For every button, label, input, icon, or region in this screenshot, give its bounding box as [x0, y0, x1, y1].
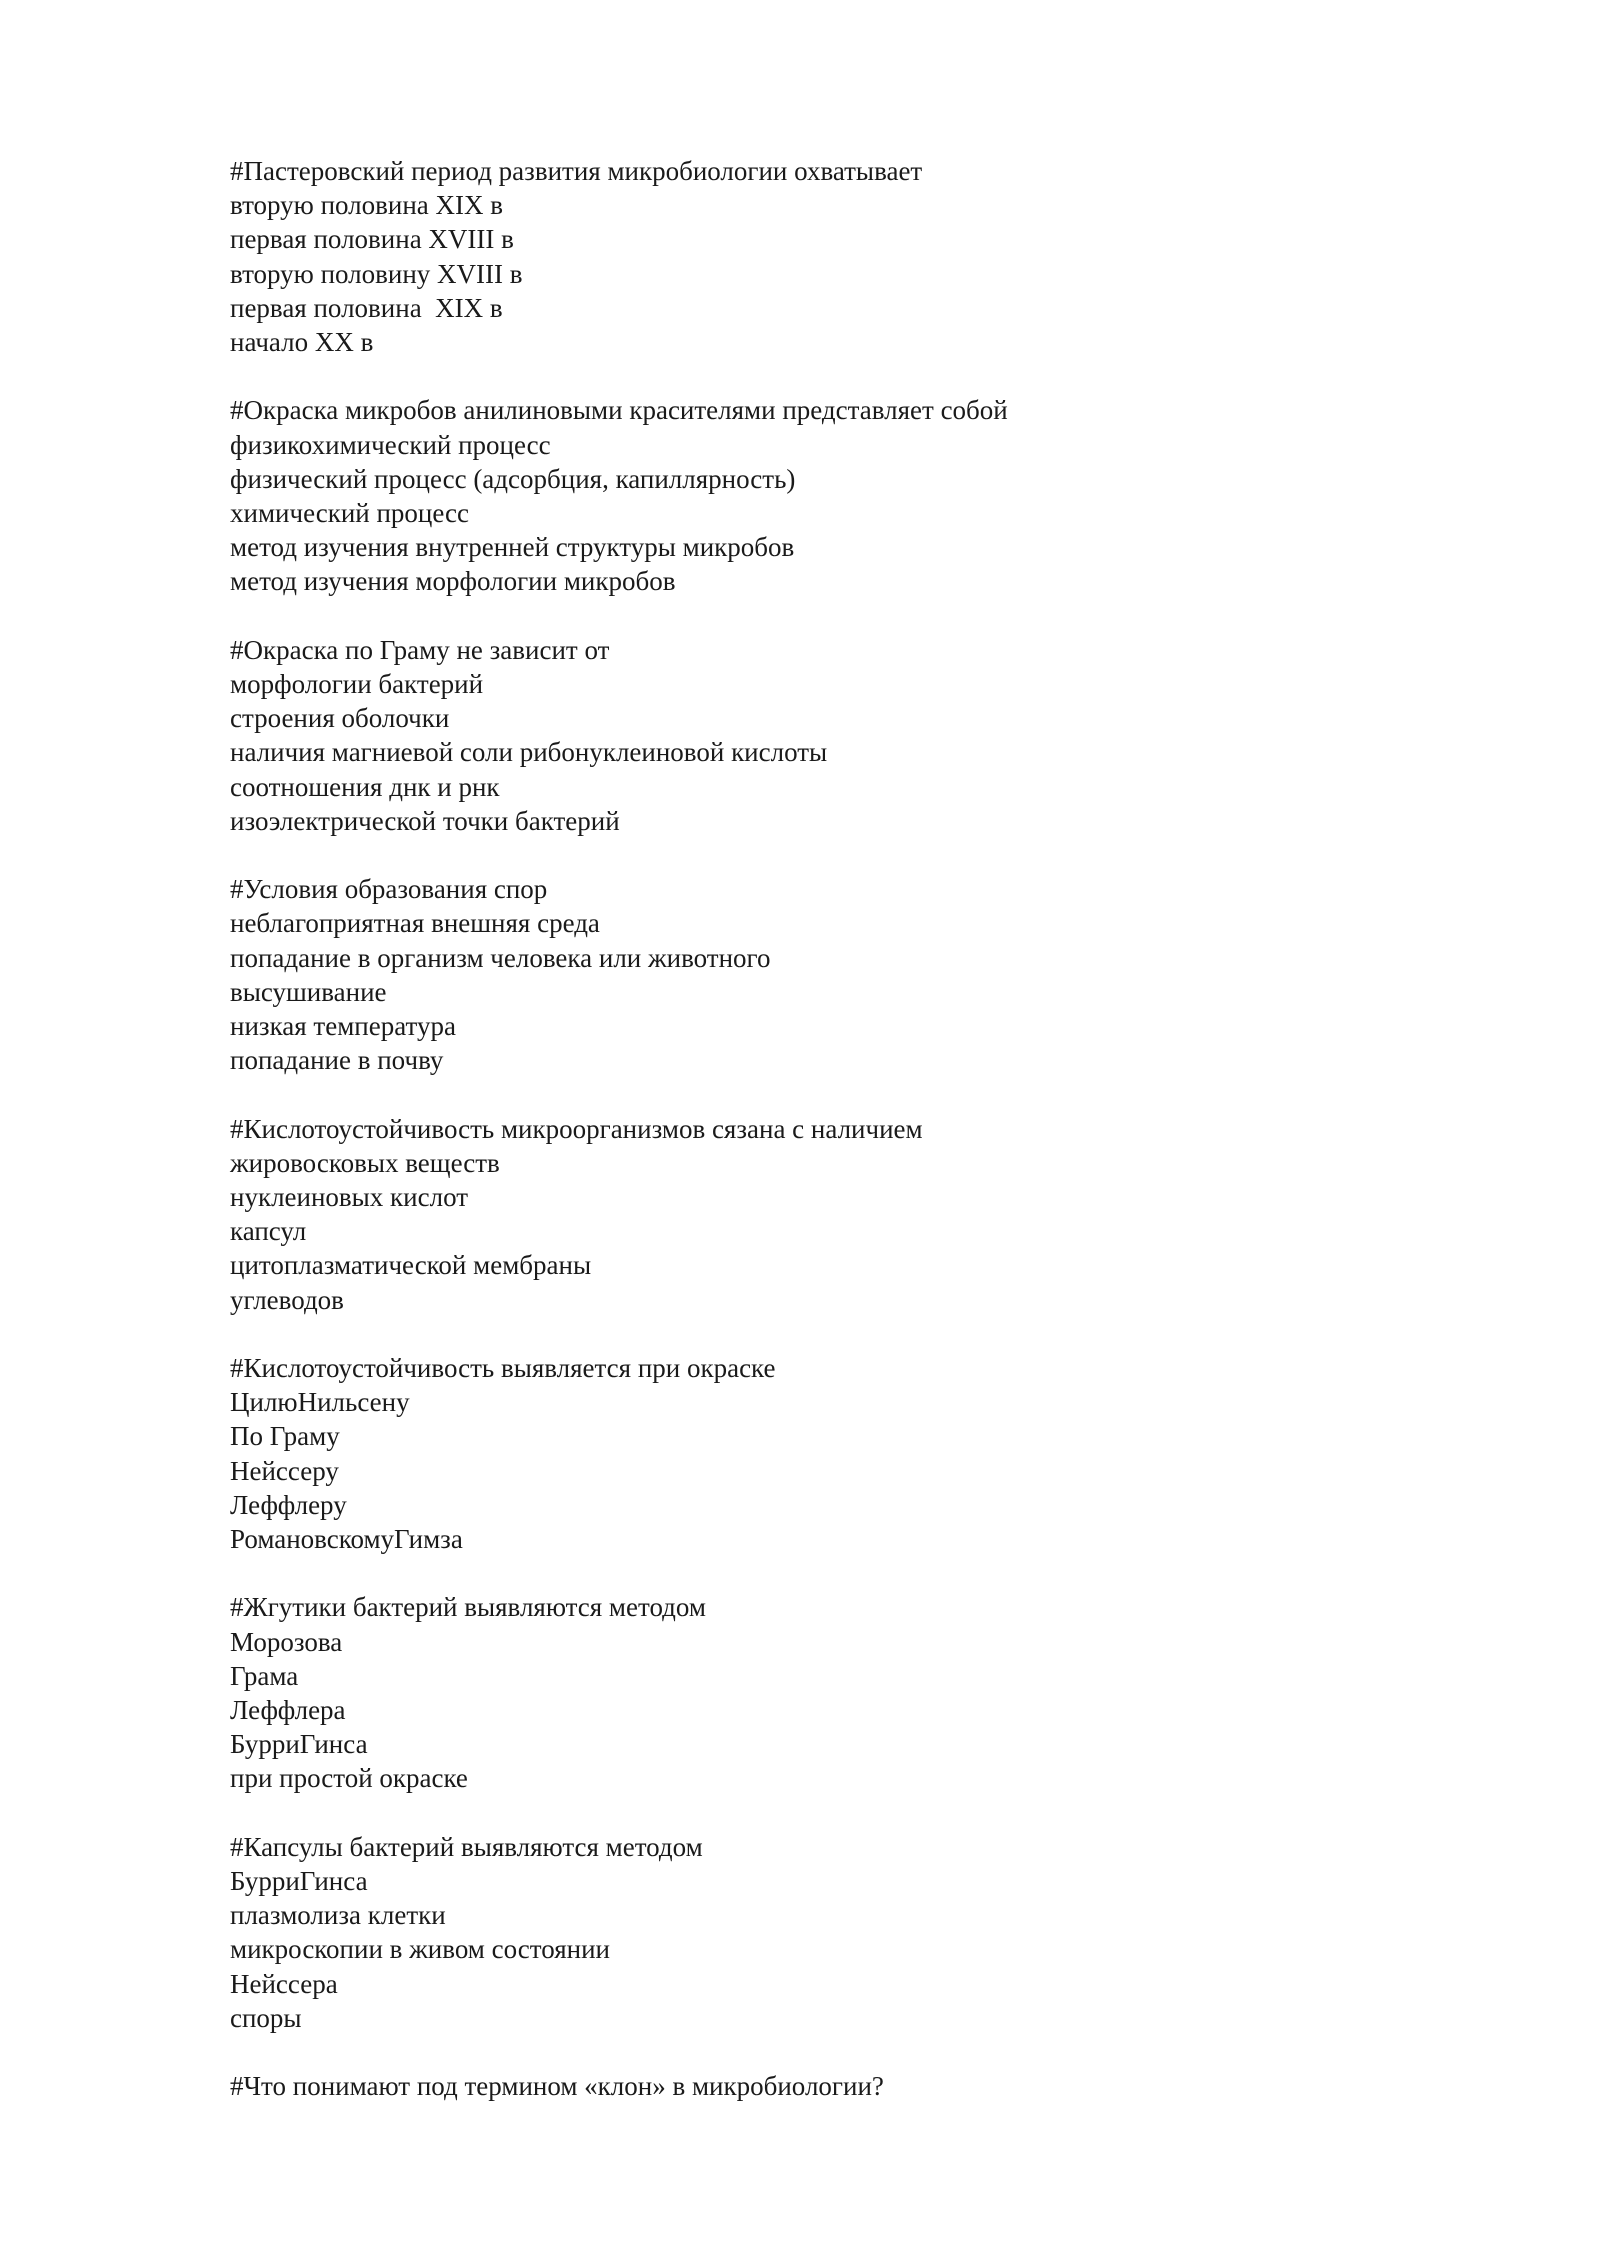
answer-option: нуклеиновых кислот: [230, 1182, 469, 1213]
answer-option: морфологии бактерий: [230, 669, 484, 700]
answer-option: капсул: [230, 1216, 307, 1247]
question-block-1: [230, 154, 1430, 359]
question-text: #Кислотоустойчивость выявляется при окраске: [230, 1353, 776, 1384]
answer-option: начало XX в: [230, 327, 374, 358]
answer-option: наличия магниевой соли рибонуклеиновой кислоты: [230, 737, 828, 768]
answer-option: первая половина XIX в: [230, 292, 503, 323]
answer-option: метод изучения внутренней структуры микробов: [230, 532, 795, 563]
answer-option: первая половина XVIII в: [230, 224, 514, 255]
question-text: #Жгутики бактерий выявляются методом: [230, 1592, 706, 1623]
question-block-4: [230, 872, 1430, 1077]
answer-option: жировосковых веществ: [230, 1147, 500, 1178]
document-page: [230, 154, 1430, 2138]
answer-option: споры: [230, 2002, 302, 2033]
answer-option: Морозова: [230, 1626, 343, 1657]
answer-option: углеводов: [230, 1284, 344, 1315]
answer-option: при простой окраске: [230, 1763, 468, 1794]
answer-option: изоэлектрической точки бактерий: [230, 805, 620, 836]
question-block-9: [230, 2069, 1430, 2103]
answer-option: Нейссера: [230, 1968, 338, 1999]
answer-option: попадание в почву: [230, 1045, 444, 1076]
answer-option: плазмолиза клетки: [230, 1900, 446, 1931]
question-block-2: [230, 393, 1430, 598]
answer-option: По Граму: [230, 1421, 340, 1452]
answer-option: низкая температура: [230, 1011, 456, 1042]
answer-option: вторую половина XIX в: [230, 190, 504, 221]
question-block-8: [230, 1830, 1430, 2035]
answer-option: Леффлеру: [230, 1489, 347, 1520]
question-text: #Что понимают под термином «клон» в микробиологии?: [230, 2071, 884, 2102]
answer-option: БурриГинса: [230, 1866, 368, 1897]
answer-option: химический процесс: [230, 498, 469, 529]
question-text: #Окраска по Граму не зависит от: [230, 634, 610, 665]
answer-option: физический процесс (адсорбция, капиллярность): [230, 463, 796, 494]
answer-option: ЦилюНильсену: [230, 1387, 410, 1418]
answer-option: соотношения днк и рнк: [230, 771, 500, 802]
answer-option: попадание в организм человека или животного: [230, 942, 771, 973]
answer-option: вторую половину XVIII в: [230, 258, 523, 289]
answer-option: метод изучения морфологии микробов: [230, 566, 676, 597]
answer-option: Нейссеру: [230, 1455, 339, 1486]
question-block-3: [230, 633, 1430, 838]
question-text: #Пастеровский период развития микробиологии охватывает: [230, 156, 923, 186]
question-block-5: [230, 1112, 1430, 1317]
answer-option: Грама: [230, 1660, 299, 1691]
answer-option: строения оболочки: [230, 703, 450, 734]
answer-option: Леффлера: [230, 1695, 346, 1726]
question-text: #Капсулы бактерий выявляются методом: [230, 1831, 703, 1862]
answer-option: РомановскомуГимза: [230, 1524, 463, 1555]
question-text: #Кислотоустойчивость микроорганизмов сязана с наличием: [230, 1113, 923, 1144]
answer-option: микроскопии в живом состоянии: [230, 1934, 610, 1965]
answer-option: физикохимический процесс: [230, 429, 551, 460]
question-block-6: [230, 1351, 1430, 1556]
answer-option: высушивание: [230, 976, 387, 1007]
question-text: #Окраска микробов анилиновыми красителями представляет собой: [230, 395, 1008, 426]
answer-option: неблагоприятная внешняя среда: [230, 908, 600, 939]
question-block-7: [230, 1590, 1430, 1795]
question-text: #Условия образования спор: [230, 874, 548, 905]
answer-option: цитоплазматической мембраны: [230, 1250, 592, 1281]
answer-option: БурриГинса: [230, 1729, 368, 1760]
